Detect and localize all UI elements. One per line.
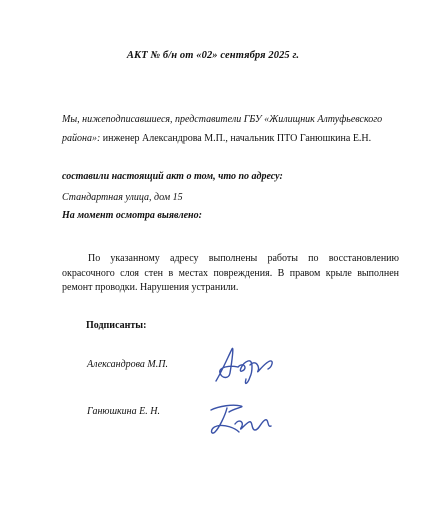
intro-paragraph <box>62 110 392 148</box>
document-title: АКТ № б/н от «02» сентября 2025 г. <box>126 50 300 61</box>
composed-line: составили настоящий акт о том, что по адресу: <box>62 171 283 182</box>
signature-1 <box>208 343 278 389</box>
signatories-heading: Подписанты: <box>86 320 147 331</box>
revealed-heading: На момент осмотра выявлено: <box>62 210 202 221</box>
signer-name-2: Ганюшкина Е. Н. <box>87 406 160 417</box>
signature-2 <box>205 398 275 440</box>
findings-paragraph: По указанному адресу выполнены работы по восстановлению окрасочного слоя стен в местах повреждения. В правом крыле выполнен ремонт проводки. Нарушения устранили. <box>62 253 399 293</box>
intro-rest-text: инженер Александрова М.П., начальник ПТО Ганюшкина Е.Н. <box>100 133 372 144</box>
signer-name-1: Александрова М.П. <box>87 359 168 370</box>
intro-italic-text: Мы, нижеподписавшиеся, представители ГБУ «Жилищник Алтуфьевского района»: <box>62 114 383 144</box>
address-line: Стандартная улица, дом 15 <box>62 192 183 203</box>
